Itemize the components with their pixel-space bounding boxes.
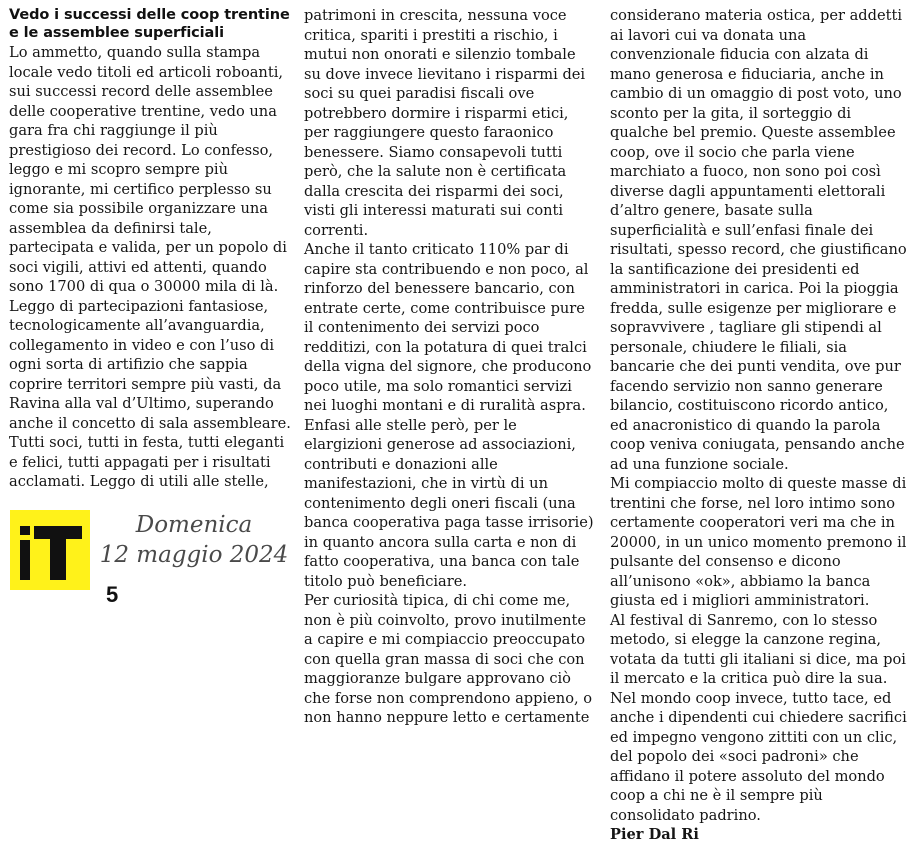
article-headline: Vedo i successi delle coop trentine e le assemblee superficiali — [9, 7, 290, 41]
article-paragraph-1-part-2: patrimoni in crescita, nessuna voce critica, spariti i prestiti a rischio, i mutui non onorati e silenzio tombale su dove invece lievitano i risparmi dei soci su quei paradisi fiscali ove potrebbero dormire i risparmi etici, per raggiungere questo faraonico benessere. Siamo consapevoli tutti però, che la salute non è certificata dalla crescita dei risparmi dei soci, visti gli interessi maturati sui conti correnti. — [304, 7, 586, 239]
issue-day: Domenica — [135, 512, 253, 538]
article-paragraph-7: Nel mondo coop invece, tutto tace, ed anche i dipendenti cui chiedere sacrifici ed impegno vengono zittiti con un clic, del popolo dei «soci padroni» che affidano il potere assoluto del mondo coop a chi ne è il sempre più consolidato padrino. — [610, 689, 907, 824]
article-paragraph-2: Anche il tanto criticato 110% par di capire sta contribuendo e non poco, al rinforzo del benessere bancario, con entrate certe, come contribuisce pure il contenimento dei servizi poco redditizi, con la potatura di quei tralci della vigna del signore, che producono poco utile, ma solo romantici servizi nei luoghi montani e di ruralità aspra. — [304, 241, 592, 414]
article-column-1 — [9, 6, 297, 492]
issue-date-text: 12 maggio 2024 — [99, 542, 289, 568]
article-paragraph-3: Enfasi alle stelle però, per le elargizioni generose ad associazioni, contributi e donazioni alle manifestazioni, che in virtù di un contenimento degli oneri fiscali (una banca cooperativa paga tasse irrisorie) in quanto ancora sulla carta e non di fatto cooperativa, una banca con tale titolo può beneficiare. — [304, 416, 594, 590]
article-paragraph-4-part-2: considerano materia ostica, per addetti ai lavori cui va donata una convenzionale fiduciа con alzata di mano generosa e fiduciaria, anche in cambio di un omaggio di post voto, uno sconto per la gita, il sorteggio di qualche bel premio. Queste assemblee coop, ove il socio che parla viene marchiato a fuoco, non sono poi così diverse dagli appuntamenti elettorali d’altro genere, basate sulla superficialità e sull’enfasi finale dei risultati, spesso record, che giustificano la santificazione dei presidenti ed amministratori in carica. Poi la pioggia fredda, sulle esigenze per migliorare e sopravvivere , tagliare gli stipendi al personale, chiudere le filiali, sia bancarie che dei punti vendita, ove pur facendo servizio non sanno generare bilancio, costituiscono ricordo antico, ed anacronistico di quando la parola coop veniva coniugata, pensando anche ad una funzione sociale. — [610, 7, 907, 473]
article-author: Pier Dal Ri — [610, 826, 699, 843]
article-paragraph-6: Al festival di Sanremo, con lo stesso metodo, si elegge la canzone regina, votata da tutti gli italiani si dice, ma poi il mercato e la critica può dire la sua. — [610, 611, 906, 687]
article-column-3 — [610, 6, 908, 843]
newspaper-logo — [10, 510, 90, 590]
issue-date — [96, 510, 292, 570]
article-paragraph-4-part-1: Per curiosità tipica, di chi come me, non è più coinvolto, provo inutilmente a capire e mi compiaccio preoccupato con quella gran massa di soci che con maggioranze bulgare approvano ciò che forse non comprendono appieno, o non hanno neppure letto e certamente — [304, 592, 593, 726]
page-number: 5 — [106, 582, 119, 607]
article-paragraph-1-part-1: Lo ammetto, quando sulla stampa locale vedo titoli ed articoli roboanti, sui successi record delle assemblee delle cooperative trentine, vedo una gara fra chi raggiunge il più prestigioso dei record. Lo confesso, leggo e mi scopro sempre più ignorante, mi certifico perplesso su come sia possibile organizzare una assemblea da definirsi tale, partecipata e valida, per un popolo di soci vigili, attivi ed attenti, quando sono 1700 di qua o 30000 mila di là. Leggo di partecipazioni fantasiose, tecnologicamente all’avanguardia, collegamento in video e con l’uso di ogni sorta di artifizio che sappia coprire territori sempre più vasti, da Ravina alla val d’Ultimo, superando anche il concetto di sala assembleare. Tutti soci, tutti in festa, tutti eleganti e felici, tutti appagati per i risultati acclamati. Leggo di utili alle stelle, — [9, 44, 291, 490]
article-column-2 — [304, 6, 594, 741]
article-paragraph-5: Mi compiaccio molto di queste masse di trentini che forse, nel loro intimo sono certamente cooperatori veri ma che in 20000, in un unico momento premono il pulsante del consenso e dicono all’unisono «ok», abbiamo la banca giusta ed i migliori amministratori. — [610, 475, 907, 609]
newspaper-logo-mark — [10, 510, 90, 590]
